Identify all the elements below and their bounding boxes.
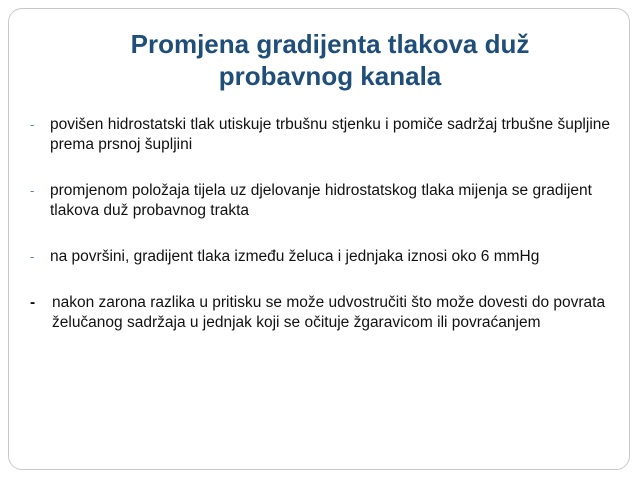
bullet-marker: - (30, 117, 35, 132)
bullet-text: nakon zarona razlika u pritisku se može udvostručiti što može dovesti do povrata želučanog sadržaja u jednjak koji se očituje žgaravicom ili povraćanjem (52, 294, 606, 331)
bullet-text: povišen hidrostatski tlak utiskuje trbušnu stjenku i pomiče sadržaj trbušne šupljine prema prsnoj šupljini (50, 116, 611, 153)
bullet-list (30, 115, 610, 359)
bullet-marker: - (30, 294, 36, 311)
slide-title-line-2: probavnog kanala (218, 61, 442, 91)
bullet-item-2 (30, 181, 610, 221)
bullet-marker: - (30, 249, 35, 264)
bullet-marker: - (30, 183, 35, 198)
bullet-item-4 (30, 293, 610, 333)
bullet-item-1 (30, 115, 610, 155)
bullet-text: na površini, gradijent tlaka između želuca i jednjaka iznosi oko 6 mmHg (50, 248, 540, 265)
bullet-item-3 (30, 247, 610, 267)
slide-title (30, 28, 630, 92)
bullet-text: promjenom položaja tijela uz djelovanje hidrostatskog tlaka mijenja se gradijent tlakova duž probavnog trakta (50, 182, 592, 219)
slide-title-line-1: Promjena gradijenta tlakova duž (130, 29, 530, 59)
